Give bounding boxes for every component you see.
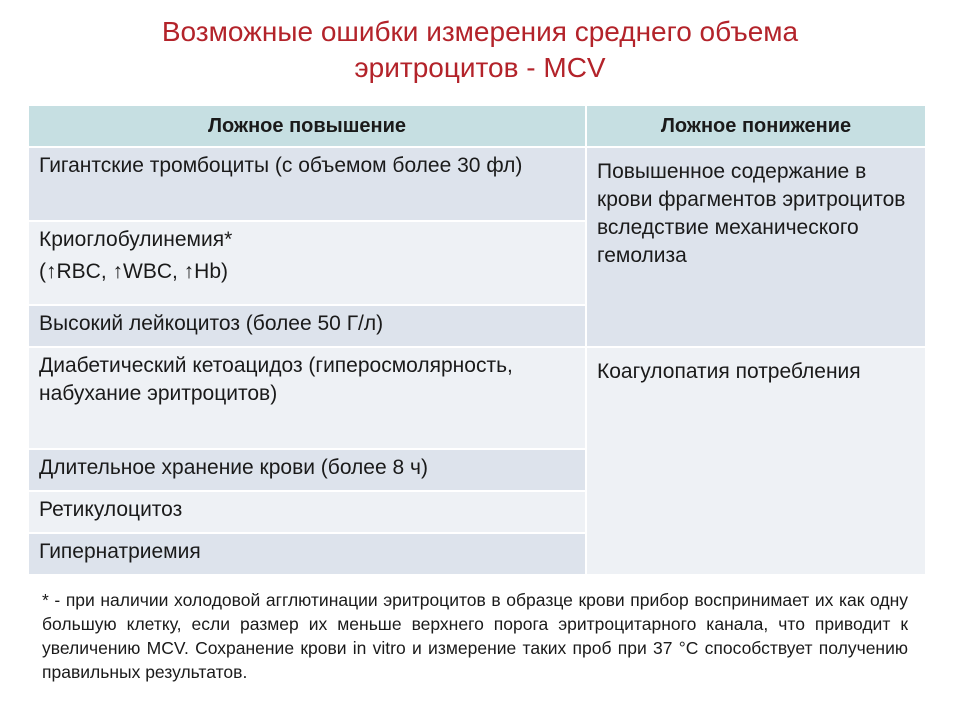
cryoglobulinemia-effects: (↑RBC, ↑WBC, ↑Hb) xyxy=(39,260,228,283)
cell-diabetic-ketoacidosis: Диабетический кетоацидоз (гиперосмолярность, набухание эритроцитов) xyxy=(28,347,586,449)
header-false-increase: Ложное повышение xyxy=(28,105,586,147)
title-line-1: Возможные ошибки измерения среднего объема xyxy=(161,16,799,47)
cryoglobulinemia-label: Криоглобулинемия* xyxy=(39,228,233,251)
title-line-2: эритроцитов - MCV xyxy=(354,52,606,83)
cell-reticulocytosis: Ретикулоцитоз xyxy=(28,491,586,533)
table-row xyxy=(28,347,926,449)
header-false-decrease: Ложное понижение xyxy=(586,105,926,147)
cell-leukocytosis: Высокий лейкоцитоз (более 50 Г/л) xyxy=(28,305,586,347)
mcv-errors-table xyxy=(27,104,927,576)
table-row xyxy=(28,147,926,221)
footnote: * - при наличии холодовой агглютинации эритроцитов в образце крови прибор воспринимает их как одну большую клетку, если размер их меньше верхнего порога эритроцитарного канала, что приводит к увеличению MCV. Сохранение крови in vitro и измерение таких проб при 37 °С способствует получению правильных результатов. xyxy=(42,590,908,682)
cell-giant-platelets: Гигантские тромбоциты (с объемом более 30 фл) xyxy=(28,147,586,221)
cell-hemolysis-fragments: Повышенное содержание в крови фрагментов эритроцитов вследствие механического гемолиза xyxy=(586,147,926,347)
table-header-row xyxy=(28,105,926,147)
cell-cryoglobulinemia xyxy=(28,221,586,305)
cell-long-storage: Длительное хранение крови (более 8 ч) xyxy=(28,449,586,491)
cell-hypernatremia: Гипернатриемия xyxy=(28,533,586,575)
cell-consumption-coagulopathy: Коагулопатия потребления xyxy=(586,347,926,575)
page-title xyxy=(0,14,960,86)
